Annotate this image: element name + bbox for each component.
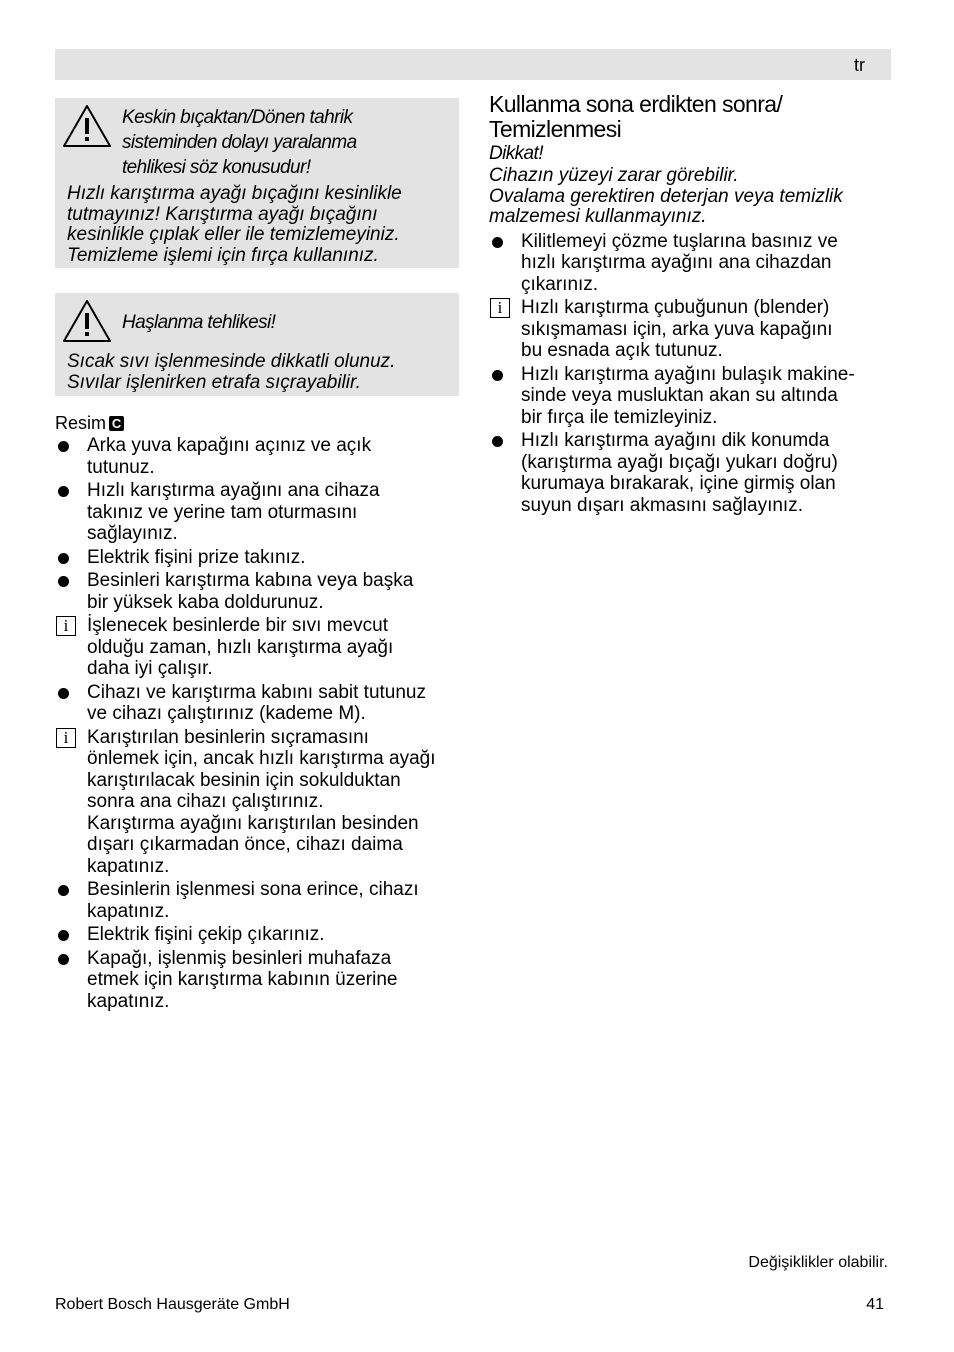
item-text-line: önlemek için, ancak hızlı karıştırma ayağı [87, 748, 436, 769]
item-text-line: Karıştırılan besinlerin sıçramasını [87, 726, 369, 748]
item-text-line: dışarı çıkarmadan önce, cihazı daima [87, 834, 403, 855]
item-text-line: bir fırça ile temizleyiniz. [521, 406, 718, 428]
bullet-icon [492, 370, 503, 381]
list-item [55, 570, 465, 613]
item-text-line: bu esnada açık tutunuz. [521, 340, 723, 361]
item-text-line: sonra ana cihazı çalıştırınız. [87, 791, 324, 812]
info-icon: i [56, 728, 76, 748]
item-text-line: tutunuz. [87, 456, 155, 478]
cleaning-list [489, 231, 889, 517]
info-item [489, 297, 889, 362]
bullet-icon [58, 486, 69, 497]
item-text-line: Kilitlemeyi çözme tuşlarına basınız ve [521, 230, 838, 252]
item-text-line: kapatınız. [87, 855, 170, 877]
right-column [489, 92, 889, 516]
item-text-line: daha iyi çalışır. [87, 658, 213, 679]
warning-text: Sıcak sıvı işlenmesinde dikkatli olunuz. Sıvılar işlenirken etrafa sıçrayabilir. [67, 351, 396, 393]
item-text-line: Besinleri karıştırma kabına veya başka [87, 570, 414, 591]
bullet-icon [58, 576, 69, 587]
language-code: tr [854, 55, 865, 75]
item-text-line: Hızlı karıştırma ayağını bulaşık makine- [521, 363, 855, 385]
list-item [55, 948, 465, 1013]
item-text-line: İşlenecek besinlerde bir sıvı mevcut [87, 615, 388, 636]
item-text-line: (karıştırma ayağı bıçağı yukarı doğru) [521, 451, 838, 473]
bullet-icon [58, 954, 69, 965]
item-text-line: kapatınız. [87, 990, 170, 1012]
item-text-line: Hızlı karıştırma ayağını dik konumda [521, 430, 830, 451]
warning-triangle-icon [61, 298, 113, 344]
item-text-line: Arka yuva kapağını açınız ve açık [87, 435, 372, 456]
bullet-icon [58, 885, 69, 896]
item-text-line: kurumaya bırakarak, içine girmiş olan [521, 473, 836, 494]
info-item [55, 615, 465, 680]
item-text-line: Cihazı ve karıştırma kabını sabit tutunuz [87, 681, 426, 703]
item-text-line: Hızlı karıştırma ayağını ana cihaza [87, 480, 380, 501]
item-text-line: Hızlı karıştırma çubuğunun (blender) [521, 297, 830, 318]
note-continuation [55, 813, 465, 878]
bullet-icon [492, 237, 503, 248]
instruction-list [55, 435, 465, 1012]
caution-text: Cihazın yüzeyi zarar görebilir. Ovalama gerektiren deterjan veya temizlik malzemesi kullanmayınız. [489, 165, 843, 227]
bullet-icon [58, 553, 69, 564]
item-text-line: Besinlerin işlenmesi sona erince, cihazı [87, 879, 419, 900]
item-text-line: etmek için karıştırma kabının üzerine [87, 969, 398, 990]
warning-title: Haşlanma tehlikesi! [122, 312, 276, 333]
list-item [489, 231, 889, 296]
item-text-line: bir yüksek kaba doldurunuz. [87, 591, 324, 613]
left-column [55, 412, 465, 1012]
item-text-line: suyun dışarı akmasını sağlayınız. [521, 494, 803, 516]
item-text-line: sıkışmaması için, arka yuva kapağını [521, 318, 833, 340]
item-text-line: ve cihazı çalıştırınız (kademe M). [87, 703, 366, 724]
list-item [489, 430, 889, 516]
item-text-line: Kapağı, işlenmiş besinleri muhafaza [87, 947, 392, 969]
info-icon: i [56, 616, 76, 636]
figure-letter-badge: C [109, 416, 124, 431]
list-item [55, 480, 465, 545]
list-item [55, 547, 465, 569]
list-item [55, 435, 465, 478]
bullet-icon [58, 441, 69, 452]
item-text-line: sağlayınız. [87, 523, 178, 544]
item-text-line: Elektrik fişini çekip çıkarınız. [87, 924, 325, 945]
warning-text: Hızlı karıştırma ayağı bıçağını kesinlikle tutmayınız! Karıştırma ayağı bıçağını kesinlikle çıplak eller ile temizlemeyiniz. Temizleme işlemi için fırça kullanınız. [67, 183, 402, 266]
info-icon: i [490, 298, 510, 318]
warning-triangle-icon [61, 103, 113, 149]
list-item [55, 682, 465, 725]
item-text-line: sinde veya musluktan akan su altında [521, 385, 838, 406]
bullet-icon [58, 930, 69, 941]
attention-label: Dikkat! [489, 143, 543, 164]
section-title: Kullanma sona erdikten sonra/ Temizlenmesi [489, 91, 783, 142]
changes-note: Değişiklikler olabilir. [748, 1254, 888, 1271]
info-item [55, 727, 465, 813]
item-text-line: olduğu zaman, hızlı karıştırma ayağı [87, 636, 394, 658]
header-bar [55, 49, 891, 80]
item-text-line: Karıştırma ayağını karıştırılan besinden [87, 812, 419, 834]
item-text-line: Elektrik fişini prize takınız. [87, 546, 306, 568]
list-item [55, 924, 465, 946]
item-text-line: hızlı karıştırma ayağını ana cihazdan [521, 252, 832, 273]
bullet-icon [58, 688, 69, 699]
item-text-line: çıkarınız. [521, 273, 599, 295]
list-item [489, 364, 889, 429]
list-item [55, 879, 465, 922]
item-text-line: karıştırılacak besinin için sokulduktan [87, 769, 401, 791]
figure-reference: Resim C [55, 412, 465, 434]
warning-box-scalding [55, 293, 459, 396]
item-text-line: kapatınız. [87, 900, 170, 922]
page-number: 41 [866, 1296, 884, 1313]
item-text-line: takınız ve yerine tam oturmasını [87, 501, 358, 523]
company-name: Robert Bosch Hausgeräte GmbH [55, 1296, 290, 1313]
warning-box-cutting [55, 98, 459, 268]
bullet-icon [492, 436, 503, 447]
warning-title: Keskin bıçaktan/Dönen tahrik sisteminden dolayı yaralanma tehlikesi söz konusudur! [122, 107, 357, 178]
